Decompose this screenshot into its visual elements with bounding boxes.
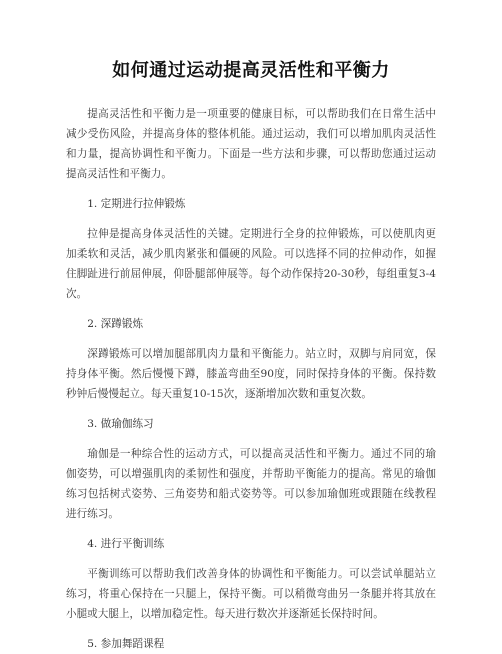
section-heading-1: 1. 定期进行拉伸锻炼 [87,198,186,210]
document-title: 如何通过运动提高灵活性和平衡力 [112,60,390,81]
section-heading-5: 5. 参加舞蹈课程 [87,638,165,650]
intro-paragraph: 提高灵活性和平衡力是一项重要的健康目标，可以帮助我们在日常生活中减少受伤风险，并提高身体的整体机能。通过运动，我们可以增加肌肉灵活性和力量，提高协调性和平衡力。下面是一些方法和步骤，可以帮助您通过运动提高灵活性和平衡力。 [66,108,436,180]
section-heading-3: 3. 做瑜伽练习 [87,418,154,430]
section-body-1: 拉伸是提高身体灵活性的关键。定期进行全身的拉伸锻炼，可以使肌肉更加柔软和灵活，减少肌肉紧张和僵硬的风险。可以选择不同的拉伸动作，如握住脚趾进行前屈伸展，仰卧腿部伸展等。每个动作保持20-30秒，每组重复3-4次。 [66,228,436,300]
section-body-2: 深蹲锻炼可以增加腿部肌肉力量和平衡能力。站立时，双脚与肩同宽，保持身体平衡。然后慢慢下蹲，膝盖弯曲至90度，同时保持身体的平衡。保持数秒钟后慢慢起立。每天重复10-15次，逐渐增加次数和重复次数。 [66,348,436,400]
section-body-4: 平衡训练可以帮助我们改善身体的协调性和平衡能力。可以尝试单腿站立练习，将重心保持在一只腿上，保持平衡。可以稍微弯曲另一条腿并将其放在小腿或大腿上，以增加稳定性。每天进行数次并逐渐延长保持时间。 [66,568,436,620]
section-body-3: 瑜伽是一种综合性的运动方式，可以提高灵活性和平衡力。通过不同的瑜伽姿势，可以增强肌肉的柔韧性和强度，并帮助平衡能力的提高。常见的瑜伽练习包括树式姿势、三角姿势和船式姿势等。可以参加瑜伽班或跟随在线教程进行练习。 [66,448,436,520]
section-heading-2: 2. 深蹲锻炼 [87,318,144,330]
section-heading-4: 4. 进行平衡训练 [87,538,165,550]
